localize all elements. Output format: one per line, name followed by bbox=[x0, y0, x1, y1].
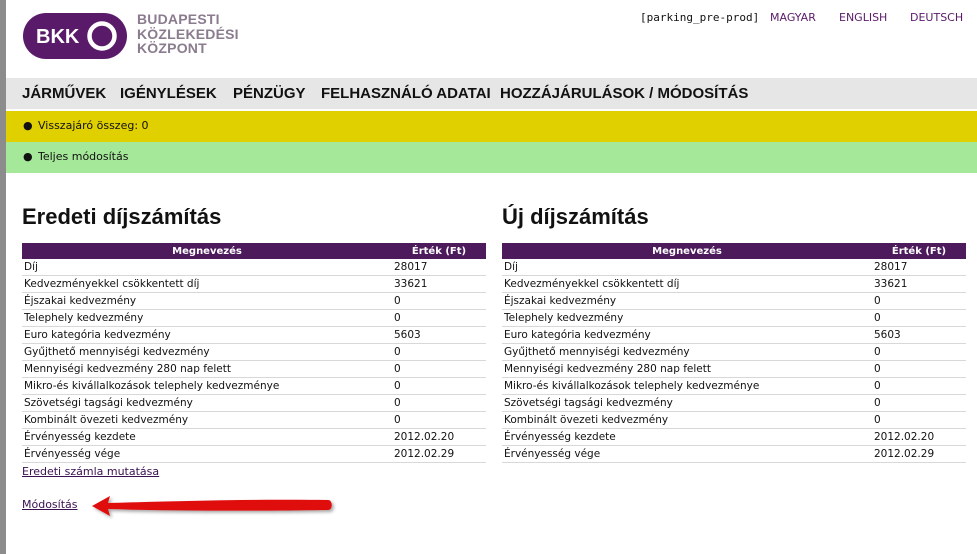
table-row bbox=[22, 293, 486, 310]
table-row bbox=[22, 412, 486, 429]
fee-item-name: Mikro-és kivállalkozások telephely kedvezménye bbox=[22, 378, 392, 395]
fee-item-value: 0 bbox=[392, 310, 486, 327]
fee-item-name: Szövetségi tagsági kedvezmény bbox=[502, 395, 872, 412]
environment-label: [parking_pre-prod] bbox=[640, 11, 760, 24]
organization-name bbox=[137, 12, 239, 56]
fee-item-name: Mennyiségi kedvezmény 280 nap felett bbox=[502, 361, 872, 378]
fee-item-value: 0 bbox=[392, 378, 486, 395]
table-row bbox=[22, 276, 486, 293]
fee-item-value: 0 bbox=[872, 412, 966, 429]
table-row bbox=[502, 293, 966, 310]
org-name-line-1: BUDAPESTI bbox=[137, 11, 220, 27]
original-calculation-table bbox=[22, 243, 486, 463]
language-link-english[interactable]: ENGLISH bbox=[839, 11, 888, 24]
logo-wordmark: BKK bbox=[36, 26, 80, 48]
fee-item-name: Gyűjthető mennyiségi kedvezmény bbox=[502, 344, 872, 361]
table-row bbox=[502, 412, 966, 429]
nav-item-finance[interactable]: PÉNZÜGY bbox=[233, 85, 306, 102]
fee-item-name: Éjszakai kedvezmény bbox=[502, 293, 872, 310]
fee-item-value: 2012.02.20 bbox=[872, 429, 966, 446]
show-original-invoice-link[interactable]: Eredeti számla mutatása bbox=[22, 465, 160, 478]
nav-item-permits-modification[interactable]: HOZZÁJÁRULÁSOK / MÓDOSÍTÁS bbox=[500, 85, 749, 102]
fee-item-value: 0 bbox=[392, 395, 486, 412]
table-row bbox=[22, 429, 486, 446]
table-row bbox=[22, 446, 486, 463]
fee-item-name: Telephely kedvezmény bbox=[502, 310, 872, 327]
fee-item-name: Mennyiségi kedvezmény 280 nap felett bbox=[22, 361, 392, 378]
table-row bbox=[502, 429, 966, 446]
table-row bbox=[502, 327, 966, 344]
fee-item-name: Érvényesség kezdete bbox=[22, 429, 392, 446]
table-row bbox=[502, 276, 966, 293]
fee-item-value: 2012.02.20 bbox=[392, 429, 486, 446]
column-header-name: Megnevezés bbox=[22, 243, 392, 259]
fee-item-name: Szövetségi tagsági kedvezmény bbox=[22, 395, 392, 412]
language-link-hungarian[interactable]: MAGYAR bbox=[770, 11, 816, 24]
status-message-bar bbox=[6, 142, 977, 173]
bkk-logo[interactable] bbox=[22, 10, 130, 66]
fee-item-value: 5603 bbox=[872, 327, 966, 344]
fee-item-value: 0 bbox=[392, 412, 486, 429]
fee-item-name: Gyűjthető mennyiségi kedvezmény bbox=[22, 344, 392, 361]
nav-item-user-data[interactable]: FELHASZNÁLÓ ADATAI bbox=[321, 85, 491, 102]
fee-item-name: Mikro-és kivállalkozások telephely kedvezménye bbox=[502, 378, 872, 395]
table-header-row bbox=[22, 243, 486, 259]
table-row bbox=[22, 259, 486, 276]
fee-item-value: 0 bbox=[872, 293, 966, 310]
refund-message-bar bbox=[6, 111, 977, 142]
table-row bbox=[502, 259, 966, 276]
fee-item-name: Éjszakai kedvezmény bbox=[22, 293, 392, 310]
table-row bbox=[502, 395, 966, 412]
full-modification-text: Teljes módosítás bbox=[38, 150, 129, 163]
table-row bbox=[22, 344, 486, 361]
fee-item-value: 0 bbox=[872, 395, 966, 412]
table-row bbox=[22, 327, 486, 344]
fee-item-value: 0 bbox=[872, 361, 966, 378]
column-header-value: Érték (Ft) bbox=[872, 243, 966, 259]
fee-item-name: Díj bbox=[22, 259, 392, 276]
fee-item-name: Euro kategória kedvezmény bbox=[502, 327, 872, 344]
org-name-line-2: KÖZLEKEDÉSI bbox=[137, 25, 239, 42]
fee-item-value: 5603 bbox=[392, 327, 486, 344]
table-row bbox=[502, 310, 966, 327]
fee-item-name: Kedvezményekkel csökkentett díj bbox=[22, 276, 392, 293]
fee-item-name: Kombinált övezeti kedvezmény bbox=[502, 412, 872, 429]
fee-item-value: 0 bbox=[872, 378, 966, 395]
fee-item-value: 0 bbox=[872, 344, 966, 361]
fee-item-value: 2012.02.29 bbox=[392, 446, 486, 463]
fee-item-value: 2012.02.29 bbox=[872, 446, 966, 463]
fee-item-name: Érvényesség vége bbox=[22, 446, 392, 463]
fee-item-value: 28017 bbox=[392, 259, 486, 276]
column-header-name: Megnevezés bbox=[502, 243, 872, 259]
fee-item-name: Érvényesség kezdete bbox=[502, 429, 872, 446]
modify-link[interactable]: Módosítás bbox=[22, 498, 78, 511]
table-row bbox=[502, 378, 966, 395]
nav-item-vehicles[interactable]: JÁRMŰVEK bbox=[22, 85, 107, 102]
fee-item-value: 0 bbox=[392, 344, 486, 361]
fee-item-value: 0 bbox=[872, 310, 966, 327]
fee-item-value: 0 bbox=[392, 293, 486, 310]
table-row bbox=[22, 395, 486, 412]
refund-amount-text: Visszajáró összeg: 0 bbox=[38, 119, 149, 132]
fee-item-value: 0 bbox=[392, 361, 486, 378]
fee-item-name: Érvényesség vége bbox=[502, 446, 872, 463]
new-calculation-table bbox=[502, 243, 966, 463]
table-header-row bbox=[502, 243, 966, 259]
new-calculation-title: Új díjszámítás bbox=[502, 204, 649, 229]
fee-item-name: Kedvezményekkel csökkentett díj bbox=[502, 276, 872, 293]
fee-item-value: 28017 bbox=[872, 259, 966, 276]
table-row bbox=[502, 446, 966, 463]
table-row bbox=[22, 361, 486, 378]
bullet-icon: ● bbox=[23, 150, 33, 163]
fee-item-value: 33621 bbox=[872, 276, 966, 293]
annotation-arrow-icon bbox=[88, 490, 338, 534]
fee-item-name: Díj bbox=[502, 259, 872, 276]
original-calculation-title: Eredeti díjszámítás bbox=[22, 204, 222, 229]
main-navigation bbox=[6, 78, 977, 109]
table-row bbox=[502, 361, 966, 378]
table-row bbox=[502, 344, 966, 361]
org-name-line-3: KÖZPONT bbox=[137, 40, 207, 56]
language-link-german[interactable]: DEUTSCH bbox=[910, 11, 964, 24]
fee-item-name: Euro kategória kedvezmény bbox=[22, 327, 392, 344]
fee-item-name: Telephely kedvezmény bbox=[22, 310, 392, 327]
bullet-icon: ● bbox=[23, 119, 33, 132]
column-header-value: Érték (Ft) bbox=[392, 243, 486, 259]
nav-item-requests[interactable]: IGÉNYLÉSEK bbox=[120, 85, 217, 102]
table-row bbox=[22, 310, 486, 327]
fee-item-name: Kombinált övezeti kedvezmény bbox=[22, 412, 392, 429]
table-row bbox=[22, 378, 486, 395]
fee-item-value: 33621 bbox=[392, 276, 486, 293]
